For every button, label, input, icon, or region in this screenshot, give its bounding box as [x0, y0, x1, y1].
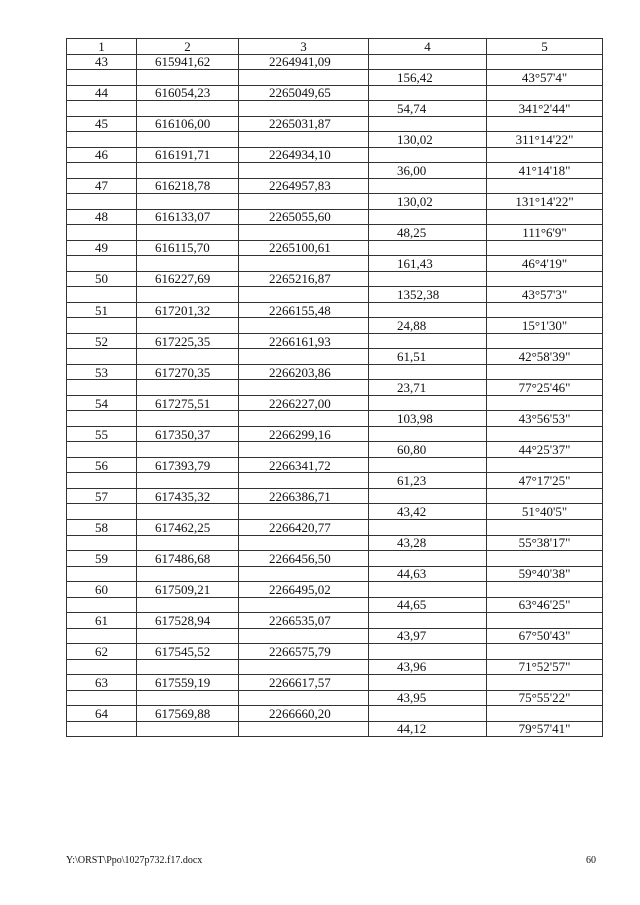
empty-cell: [369, 178, 487, 194]
header-x-coordinate: 2: [137, 39, 239, 55]
empty-cell: [239, 442, 369, 458]
empty-cell: [239, 287, 369, 303]
point-row: [67, 85, 603, 101]
y-coordinate: 2266341,72: [239, 457, 369, 473]
empty-cell: [487, 675, 603, 691]
footer-page-number: 60: [586, 855, 596, 866]
segment-row: [67, 380, 603, 396]
empty-cell: [67, 473, 137, 489]
y-coordinate: 2266227,00: [239, 395, 369, 411]
segment-row: [67, 473, 603, 489]
segment-distance: 161,43: [369, 256, 487, 272]
point-row: [67, 178, 603, 194]
segment-distance: 36,00: [369, 163, 487, 179]
segment-row: [67, 690, 603, 706]
x-coordinate: 617545,52: [137, 644, 239, 660]
empty-cell: [67, 70, 137, 86]
empty-cell: [67, 628, 137, 644]
empty-cell: [137, 473, 239, 489]
x-coordinate: 617225,35: [137, 333, 239, 349]
empty-cell: [137, 225, 239, 241]
point-row: [67, 240, 603, 256]
segment-row: [67, 132, 603, 148]
empty-cell: [67, 566, 137, 582]
segment-row: [67, 318, 603, 334]
empty-cell: [487, 54, 603, 70]
empty-cell: [137, 628, 239, 644]
segment-distance: 54,74: [369, 101, 487, 117]
empty-cell: [487, 426, 603, 442]
y-coordinate: 2266495,02: [239, 582, 369, 598]
x-coordinate: 616115,70: [137, 240, 239, 256]
point-row: [67, 675, 603, 691]
point-row: [67, 302, 603, 318]
segment-distance: 103,98: [369, 411, 487, 427]
empty-cell: [487, 178, 603, 194]
empty-cell: [487, 457, 603, 473]
x-coordinate: 615941,62: [137, 54, 239, 70]
segment-distance: 24,88: [369, 318, 487, 334]
empty-cell: [369, 582, 487, 598]
empty-cell: [487, 395, 603, 411]
segment-direction-angle: 43°56'53": [487, 411, 603, 427]
point-number: 44: [67, 85, 137, 101]
point-number: 49: [67, 240, 137, 256]
segment-distance: 43,95: [369, 690, 487, 706]
x-coordinate: 616218,78: [137, 178, 239, 194]
empty-cell: [67, 225, 137, 241]
empty-cell: [369, 395, 487, 411]
empty-cell: [369, 116, 487, 132]
empty-cell: [369, 364, 487, 380]
empty-cell: [239, 380, 369, 396]
empty-cell: [487, 706, 603, 722]
segment-row: [67, 721, 603, 737]
y-coordinate: 2266617,57: [239, 675, 369, 691]
empty-cell: [137, 411, 239, 427]
empty-cell: [67, 411, 137, 427]
segment-distance: 156,42: [369, 70, 487, 86]
segment-direction-angle: 79°57'41": [487, 721, 603, 737]
segment-row: [67, 256, 603, 272]
empty-cell: [369, 675, 487, 691]
segment-direction-angle: 44°25'37": [487, 442, 603, 458]
segment-row: [67, 628, 603, 644]
empty-cell: [369, 240, 487, 256]
segment-distance: 130,02: [369, 132, 487, 148]
empty-cell: [137, 597, 239, 613]
empty-cell: [67, 659, 137, 675]
y-coordinate: 2265031,87: [239, 116, 369, 132]
segment-row: [67, 194, 603, 210]
x-coordinate: 617569,88: [137, 706, 239, 722]
empty-cell: [369, 644, 487, 660]
empty-cell: [137, 349, 239, 365]
coordinates-table: [66, 38, 603, 737]
segment-distance: 23,71: [369, 380, 487, 396]
empty-cell: [239, 721, 369, 737]
empty-cell: [239, 566, 369, 582]
segment-direction-angle: 43°57'3": [487, 287, 603, 303]
point-row: [67, 457, 603, 473]
segment-direction-angle: 46°4'19": [487, 256, 603, 272]
y-coordinate: 2265100,61: [239, 240, 369, 256]
y-coordinate: 2266203,86: [239, 364, 369, 380]
empty-cell: [137, 504, 239, 520]
segment-row: [67, 163, 603, 179]
x-coordinate: 617435,32: [137, 488, 239, 504]
y-coordinate: 2266456,50: [239, 551, 369, 567]
x-coordinate: 617486,68: [137, 551, 239, 567]
x-coordinate: 617559,19: [137, 675, 239, 691]
y-coordinate: 2265055,60: [239, 209, 369, 225]
point-number: 51: [67, 302, 137, 318]
x-coordinate: 617393,79: [137, 457, 239, 473]
point-number: 55: [67, 426, 137, 442]
segment-distance: 60,80: [369, 442, 487, 458]
point-number: 52: [67, 333, 137, 349]
empty-cell: [239, 659, 369, 675]
segment-distance: 61,51: [369, 349, 487, 365]
empty-cell: [239, 70, 369, 86]
point-number: 56: [67, 457, 137, 473]
empty-cell: [369, 85, 487, 101]
y-coordinate: 2266299,16: [239, 426, 369, 442]
empty-cell: [239, 349, 369, 365]
segment-direction-angle: 55°38'17": [487, 535, 603, 551]
segment-direction-angle: 77°25'46": [487, 380, 603, 396]
empty-cell: [239, 194, 369, 210]
empty-cell: [239, 597, 369, 613]
segment-row: [67, 504, 603, 520]
segment-direction-angle: 47°17'25": [487, 473, 603, 489]
segment-row: [67, 566, 603, 582]
empty-cell: [67, 132, 137, 148]
empty-cell: [137, 101, 239, 117]
empty-cell: [67, 101, 137, 117]
y-coordinate: 2266660,20: [239, 706, 369, 722]
segment-distance: 43,96: [369, 659, 487, 675]
empty-cell: [67, 163, 137, 179]
x-coordinate: 617528,94: [137, 613, 239, 629]
empty-cell: [369, 54, 487, 70]
segment-distance: 44,12: [369, 721, 487, 737]
empty-cell: [487, 519, 603, 535]
segment-distance: 44,63: [369, 566, 487, 582]
empty-cell: [239, 101, 369, 117]
empty-cell: [67, 194, 137, 210]
x-coordinate: 617509,21: [137, 582, 239, 598]
x-coordinate: 616133,07: [137, 209, 239, 225]
empty-cell: [239, 256, 369, 272]
empty-cell: [137, 690, 239, 706]
point-row: [67, 54, 603, 70]
empty-cell: [67, 287, 137, 303]
empty-cell: [487, 644, 603, 660]
empty-cell: [487, 613, 603, 629]
footer-file-path: Y:\ORST\Ppo\1027p732.f17.docx: [66, 855, 203, 866]
empty-cell: [369, 426, 487, 442]
segment-distance: 43,28: [369, 535, 487, 551]
segment-direction-angle: 111°6'9": [487, 225, 603, 241]
segment-direction-angle: 71°52'57": [487, 659, 603, 675]
x-coordinate: 617462,25: [137, 519, 239, 535]
empty-cell: [137, 659, 239, 675]
empty-cell: [67, 256, 137, 272]
empty-cell: [369, 457, 487, 473]
segment-row: [67, 70, 603, 86]
segment-row: [67, 287, 603, 303]
segment-direction-angle: 341°2'44": [487, 101, 603, 117]
empty-cell: [67, 349, 137, 365]
point-row: [67, 613, 603, 629]
empty-cell: [239, 225, 369, 241]
point-number: 46: [67, 147, 137, 163]
empty-cell: [137, 132, 239, 148]
coordinates-table-body: [67, 39, 603, 737]
point-number: 59: [67, 551, 137, 567]
x-coordinate: 616106,00: [137, 116, 239, 132]
empty-cell: [239, 318, 369, 334]
empty-cell: [487, 551, 603, 567]
point-number: 53: [67, 364, 137, 380]
point-number: 43: [67, 54, 137, 70]
empty-cell: [137, 566, 239, 582]
header-y-coordinate: 3: [239, 39, 369, 55]
segment-direction-angle: 42°58'39": [487, 349, 603, 365]
segment-direction-angle: 59°40'38": [487, 566, 603, 582]
point-number: 60: [67, 582, 137, 598]
point-number: 62: [67, 644, 137, 660]
empty-cell: [369, 333, 487, 349]
x-coordinate: 616227,69: [137, 271, 239, 287]
point-row: [67, 551, 603, 567]
segment-direction-angle: 41°14'18": [487, 163, 603, 179]
header-point-number: 1: [67, 39, 137, 55]
x-coordinate: 616054,23: [137, 85, 239, 101]
empty-cell: [137, 163, 239, 179]
empty-cell: [487, 364, 603, 380]
empty-cell: [487, 302, 603, 318]
empty-cell: [239, 690, 369, 706]
empty-cell: [369, 488, 487, 504]
empty-cell: [369, 209, 487, 225]
point-row: [67, 209, 603, 225]
empty-cell: [369, 551, 487, 567]
empty-cell: [239, 473, 369, 489]
empty-cell: [487, 271, 603, 287]
x-coordinate: 617275,51: [137, 395, 239, 411]
segment-distance: 43,97: [369, 628, 487, 644]
point-number: 63: [67, 675, 137, 691]
point-row: [67, 426, 603, 442]
empty-cell: [369, 519, 487, 535]
segment-row: [67, 597, 603, 613]
point-row: [67, 644, 603, 660]
empty-cell: [369, 613, 487, 629]
segment-direction-angle: 131°14'22": [487, 194, 603, 210]
empty-cell: [487, 116, 603, 132]
header-distance: 4: [369, 39, 487, 55]
empty-cell: [369, 302, 487, 318]
y-coordinate: 2266420,77: [239, 519, 369, 535]
empty-cell: [239, 411, 369, 427]
point-row: [67, 333, 603, 349]
empty-cell: [67, 721, 137, 737]
empty-cell: [137, 535, 239, 551]
empty-cell: [239, 535, 369, 551]
segment-row: [67, 411, 603, 427]
y-coordinate: 2264957,83: [239, 178, 369, 194]
point-number: 50: [67, 271, 137, 287]
y-coordinate: 2264941,09: [239, 54, 369, 70]
empty-cell: [239, 132, 369, 148]
point-number: 45: [67, 116, 137, 132]
segment-distance: 130,02: [369, 194, 487, 210]
point-row: [67, 582, 603, 598]
empty-cell: [239, 504, 369, 520]
segment-row: [67, 225, 603, 241]
point-row: [67, 116, 603, 132]
header-direction-angle: 5: [487, 39, 603, 55]
segment-distance: 48,25: [369, 225, 487, 241]
y-coordinate: 2266535,07: [239, 613, 369, 629]
empty-cell: [487, 209, 603, 225]
y-coordinate: 2265049,65: [239, 85, 369, 101]
x-coordinate: 617270,35: [137, 364, 239, 380]
header-row: [67, 39, 603, 55]
point-row: [67, 395, 603, 411]
y-coordinate: 2266155,48: [239, 302, 369, 318]
y-coordinate: 2265216,87: [239, 271, 369, 287]
point-number: 48: [67, 209, 137, 225]
empty-cell: [137, 442, 239, 458]
point-number: 57: [67, 488, 137, 504]
segment-direction-angle: 51°40'5": [487, 504, 603, 520]
point-row: [67, 147, 603, 163]
empty-cell: [487, 582, 603, 598]
y-coordinate: 2266161,93: [239, 333, 369, 349]
x-coordinate: 617350,37: [137, 426, 239, 442]
segment-distance: 44,65: [369, 597, 487, 613]
segment-row: [67, 349, 603, 365]
point-row: [67, 706, 603, 722]
x-coordinate: 616191,71: [137, 147, 239, 163]
segment-direction-angle: 63°46'25": [487, 597, 603, 613]
empty-cell: [487, 488, 603, 504]
empty-cell: [487, 85, 603, 101]
empty-cell: [67, 318, 137, 334]
empty-cell: [137, 70, 239, 86]
segment-row: [67, 101, 603, 117]
point-number: 61: [67, 613, 137, 629]
point-number: 54: [67, 395, 137, 411]
empty-cell: [137, 380, 239, 396]
empty-cell: [67, 597, 137, 613]
segment-direction-angle: 311°14'22": [487, 132, 603, 148]
point-row: [67, 488, 603, 504]
empty-cell: [487, 147, 603, 163]
empty-cell: [369, 271, 487, 287]
segment-direction-angle: 43°57'4": [487, 70, 603, 86]
empty-cell: [137, 194, 239, 210]
segment-distance: 1352,38: [369, 287, 487, 303]
empty-cell: [239, 628, 369, 644]
point-row: [67, 364, 603, 380]
empty-cell: [369, 147, 487, 163]
x-coordinate: 617201,32: [137, 302, 239, 318]
point-row: [67, 519, 603, 535]
point-row: [67, 271, 603, 287]
point-number: 47: [67, 178, 137, 194]
segment-direction-angle: 67°50'43": [487, 628, 603, 644]
segment-distance: 43,42: [369, 504, 487, 520]
empty-cell: [137, 256, 239, 272]
empty-cell: [67, 504, 137, 520]
empty-cell: [67, 535, 137, 551]
segment-direction-angle: 15°1'30": [487, 318, 603, 334]
y-coordinate: 2266575,79: [239, 644, 369, 660]
empty-cell: [369, 706, 487, 722]
empty-cell: [67, 380, 137, 396]
segment-row: [67, 659, 603, 675]
empty-cell: [137, 318, 239, 334]
empty-cell: [239, 163, 369, 179]
empty-cell: [67, 690, 137, 706]
point-number: 64: [67, 706, 137, 722]
segment-row: [67, 535, 603, 551]
segment-row: [67, 442, 603, 458]
point-number: 58: [67, 519, 137, 535]
empty-cell: [67, 442, 137, 458]
segment-distance: 61,23: [369, 473, 487, 489]
empty-cell: [137, 721, 239, 737]
empty-cell: [137, 287, 239, 303]
y-coordinate: 2266386,71: [239, 488, 369, 504]
y-coordinate: 2264934,10: [239, 147, 369, 163]
segment-direction-angle: 75°55'22": [487, 690, 603, 706]
empty-cell: [487, 240, 603, 256]
empty-cell: [487, 333, 603, 349]
